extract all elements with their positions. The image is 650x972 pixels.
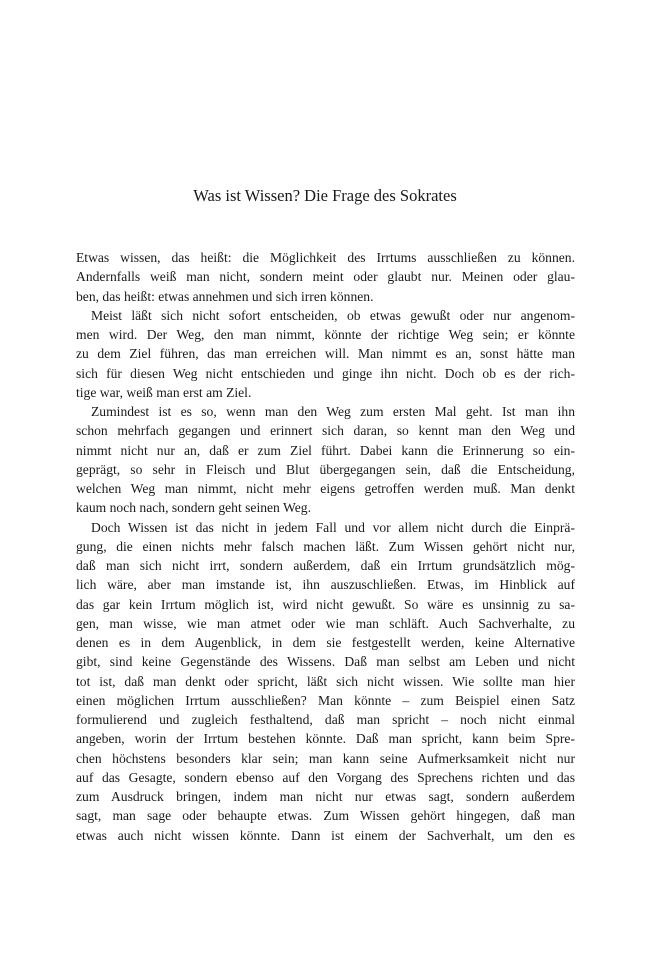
text-line: tige war, weiß man erst am Ziel.	[76, 384, 252, 400]
text-line: nimmt nicht nur an, daß er zum Ziel führt. Dabei kann die Erinnerung so ein-	[76, 442, 575, 458]
text-line: sagt, man sage oder behaupte etwas. Zum Wissen gehört hingegen, daß man	[76, 808, 575, 824]
text-line: Zumindest ist es so, wenn man den Weg zum ersten Mal geht. Ist man ihn	[91, 404, 575, 419]
text-line: angeben, worin der Irrtum bestehen könnte. Daß man spricht, kann beim Spre-	[76, 731, 575, 747]
text-line: formulierend und zugleich festhaltend, daß man spricht – noch nicht einmal	[76, 712, 575, 727]
text-line: geprägt, so sehr in Fleisch und Blut übergegangen sein, daß die Entscheidung,	[76, 461, 575, 477]
text-line: gung, die einen nichts mehr falsch machen läßt. Zum Wissen gehört nicht nur,	[76, 538, 575, 554]
text-line: gibt, sind keine Gegenstände des Wissens. Daß man selbst am Leben und nicht	[76, 654, 575, 670]
text-line: welchen Weg man nimmt, nicht mehr eigens getroffen werden muß. Man denkt	[76, 481, 575, 496]
text-line: daß man sich nicht irrt, sondern außerdem, daß ein Irrtum grundsätzlich mög-	[76, 558, 575, 573]
body-text	[76, 248, 575, 845]
text-line: zu dem Ziel führen, das man erreichen will. Man nimmt es an, sonst hätte man	[76, 346, 575, 362]
text-line: das gar kein Irrtum möglich ist, wird nicht gewußt. So wäre es unsinnig zu sa-	[76, 596, 575, 612]
text-line: Andernfalls weiß man nicht, sondern meint oder glaubt nur. Meinen oder glau-	[76, 269, 575, 285]
text-line: men wird. Der Weg, den man nimmt, könnte der richtige Weg sein; er könnte	[76, 327, 575, 342]
text-line: Meist läßt sich nicht sofort entscheiden, ob etwas gewußt oder nur angenom-	[91, 307, 575, 323]
text-line: tot ist, daß man denkt oder spricht, läßt sich nicht wissen. Wie sollte man hier	[76, 673, 575, 689]
text-line: sich für diesen Weg nicht entschieden und ginge ihn nicht. Doch ob es der rich-	[76, 365, 575, 381]
text-line: Etwas wissen, das heißt: die Möglichkeit des Irrtums ausschließen zu können.	[76, 250, 575, 265]
text-line: einen möglichen Irrtum ausschließen? Man könnte – zum Beispiel einen Satz	[76, 692, 575, 708]
text-line: chen höchstens besonders klar sein; man kann seine Aufmerksamkeit nicht nur	[76, 750, 575, 766]
text-line: zum Ausdruck bringen, indem man nicht nur etwas sagt, sondern außerdem	[76, 789, 575, 804]
text-line: schon mehrfach gegangen und erinnert sich daran, so kennt man den Weg und	[76, 423, 575, 439]
text-line: ben, das heißt: etwas annehmen und sich irren können.	[76, 288, 374, 304]
text-line: auf das Gesagte, sondern ebenso auf den Vorgang des Sprechens richten und das	[76, 769, 575, 785]
text-line: lich wäre, aber man imstande ist, ihn auszuschließen. Etwas, im Hinblick auf	[76, 577, 575, 593]
text-line: kaum noch nach, sondern geht seinen Weg.	[76, 500, 311, 516]
text-line: etwas auch nicht wissen könnte. Dann ist einem der Sachverhalt, um den es	[76, 827, 575, 843]
text-line: Doch Wissen ist das nicht in jedem Fall und vor allem nicht durch die Einprä-	[91, 519, 575, 535]
text-line: gen, man wisse, wie man atmet oder wie man schläft. Auch Sachverhalte, zu	[76, 615, 575, 631]
chapter-title: Was ist Wissen? Die Frage des Sokrates	[193, 186, 457, 205]
text-line: denen es in dem Augenblick, in dem sie festgestellt werden, keine Alternative	[76, 635, 575, 650]
